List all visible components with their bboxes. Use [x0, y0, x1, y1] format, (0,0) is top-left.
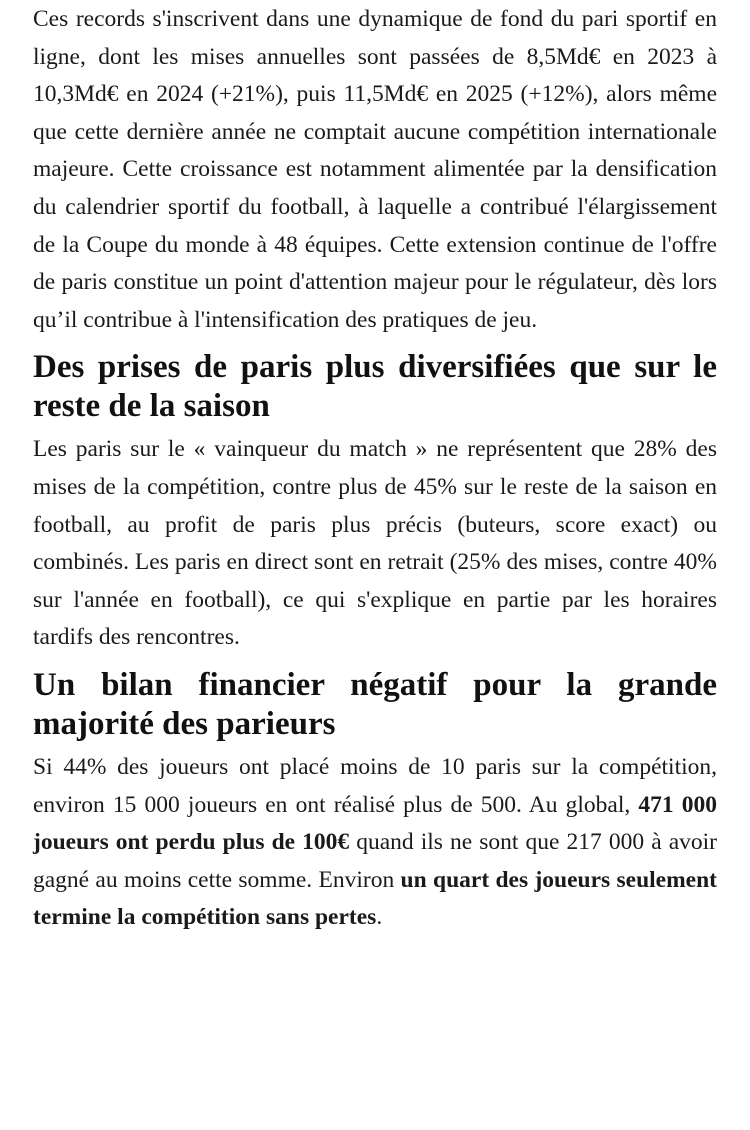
section-paragraph-diversified-bets: Les paris sur le « vainqueur du match » ne représentent que 28% des mises de la compétition, contre plus de 45% sur le reste de la saison en football, au profit de paris plus précis (buteurs, score exact) ou combinés. Les paris en direct sont en retrait (25% des mises, contre 40% sur l'année en football), ce qui s'explique en partie par les horaires tardifs des rencontres.	[33, 436, 717, 651]
section-heading-diversified-bets: Des prises de paris plus diversifiées que sur le reste de la saison	[33, 349, 717, 425]
text-segment: Si 44% des joueurs ont placé moins de 10 paris sur la compétition, environ 15 000 joueurs en ont réalisé plus de 500. Au global,	[33, 753, 717, 818]
intro-paragraph: Ces records s'inscrivent dans une dynamique de fond du pari sportif en ligne, dont les mises annuelles sont passées de 8,5Md€ en 2023 à 10,3Md€ en 2024 (+21%), puis 11,5Md€ en 2025 (+12%), alors même que cette dernière année ne comptait aucune compétition internationale majeure. Cette croissance est notamment alimentée par la densification du calendrier sportif du football, à laquelle a contribué l'élargissement de la Coupe du monde à 48 équipes. Cette extension continue de l'offre de paris constitue un point d'attention majeur pour le régulateur, dès lors qu’il contribue à l'intensification des pratiques de jeu.	[33, 6, 717, 333]
bold-statistic-no-losses: un quart des joueurs seulement termine la compétition sans pertes	[33, 866, 717, 931]
bold-statistic-losers: 471 000 joueurs ont perdu plus de 100€	[33, 791, 718, 856]
text-segment: quand ils ne sont que 217 000 à avoir gagné au moins cette somme. Environ	[33, 829, 718, 893]
section-heading-financial-balance: Un bilan financier négatif pour la grande majorité des parieurs	[33, 666, 717, 742]
section-paragraph-financial-balance	[33, 749, 717, 937]
text-segment: .	[376, 904, 383, 931]
